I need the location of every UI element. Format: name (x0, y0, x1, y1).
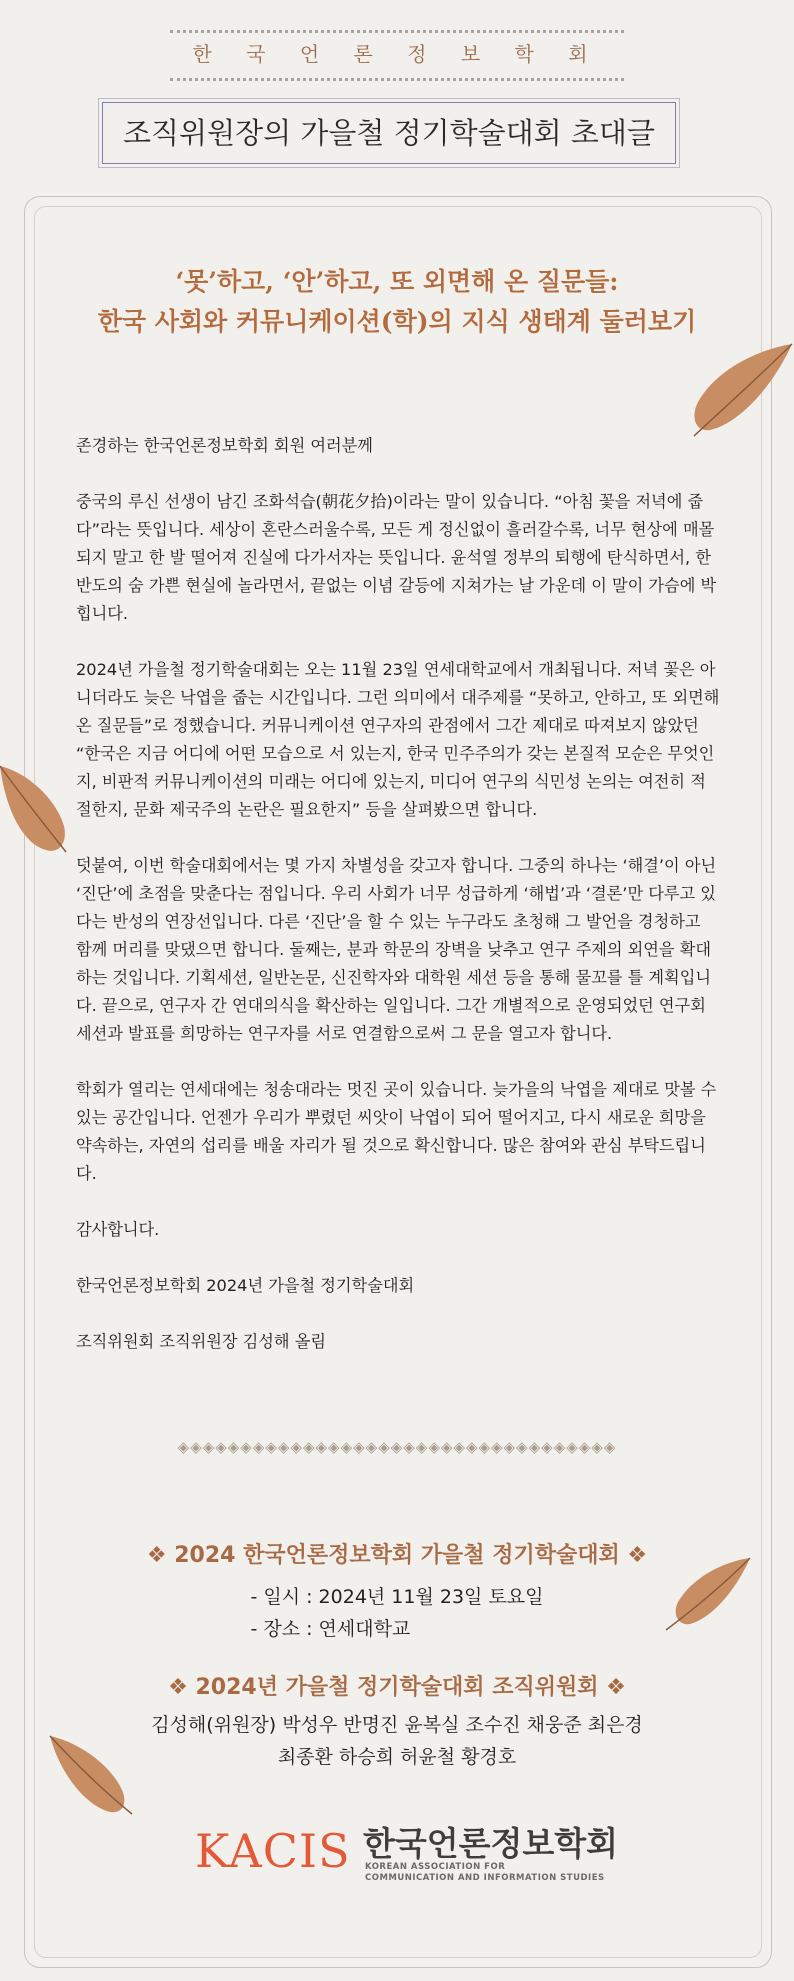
letter-paragraph-1: 중국의 루신 선생이 남긴 조화석습(朝花夕拾)이라는 말이 있습니다. “아침 꽃을 저녁에 줍다”라는 뜻입니다. 세상이 혼란스러울수록, 모든 게 정신없이 흘러갈수록, 너무 현상에 매몰되지 말고 한 발 떨어져 진실에 다가서자는 뜻입니다. 윤석열 정부의 퇴행에 탄식하면서, 한반도의 숨 가쁜 현실에 놀라면서, 끝없는 이념 갈등에 지쳐가는 날 가운데 이 말이 가슴에 박힙니다. (76, 492, 717, 623)
theme-line-2: 한국 사회와 커뮤니케이션(학)의 지식 생태계 둘러보기 (97, 307, 697, 336)
logo-korean-text: 한국언론정보학회 (363, 1824, 619, 1863)
event-date: - 일시 : 2024년 11월 23일 토요일 (250, 1586, 544, 1608)
society-logo (195, 1818, 619, 1888)
top-dotted-divider-lower (170, 78, 624, 81)
invitation-title: 조직위원장의 가을철 정기학술대회 초대글 (123, 116, 655, 150)
leaf-decoration-icon (48, 1734, 134, 1816)
logo-latin-text: KACIS (195, 1824, 351, 1878)
leaf-decoration-icon (662, 1556, 752, 1632)
theme-line-1: ‘못’하고, ‘안’하고, 또 외면해 온 질문들: (175, 267, 619, 296)
letter-greeting: 존경하는 한국언론정보학회 회원 여러분께 (76, 436, 373, 455)
logo-english-line-1: KOREAN ASSOCIATION FOR (365, 1862, 506, 1872)
society-name-header: 한 국 언 론 정 보 학 회 (192, 42, 602, 66)
invitation-title-box (102, 102, 676, 164)
committee-title: ❖ 2024년 가을철 정기학술대회 조직위원회 ❖ (168, 1675, 626, 1700)
logo-english-text (365, 1862, 605, 1884)
top-dotted-divider (170, 30, 624, 33)
event-venue: - 장소 : 연세대학교 (250, 1618, 411, 1640)
signature-person: 조직위원회 조직위원장 김성해 올림 (76, 1332, 326, 1351)
letter-paragraph-2: 2024년 가을철 정기학술대회는 오는 11월 23일 연세대학교에서 개최됩니다. 저녁 꽃은 아니더라도 늦은 낙엽을 줍는 시간입니다. 그런 의미에서 대주제를 “못하고, 안하고, 또 외면해 온 질문들”로 정했습니다. 커뮤니케이션 연구자의 관점에서 그간 제대로 따져보지 않았던 “한국은 지금 어디에 어떤 모습으로 서 있는지, 한국 민주주의가 갖는 본질적 모순은 무엇인지, 비판적 커뮤니케이션의 미래는 어디에 있는지, 미디어 연구의 식민성 논의는 여전히 적절한지, 문화 제국주의 논란은 필요한지” 등을 살펴봤으면 합니다. (76, 660, 720, 819)
leaf-decoration-icon (676, 340, 794, 440)
signature-organization: 한국언론정보학회 2024년 가을철 정기학술대회 (76, 1276, 415, 1295)
diamond-divider: ◈◈◈◈◈◈◈◈◈◈◈◈◈◈◈◈◈◈◈◈◈◈◈◈◈◈◈◈◈◈◈◈◈◈◈ (177, 1438, 617, 1456)
conference-theme (0, 262, 794, 342)
logo-english-line-2: COMMUNICATION AND INFORMATION STUDIES (365, 1873, 605, 1883)
letter-body (76, 432, 720, 1384)
committee-members-line-2: 최종환 하승희 허윤철 황경호 (277, 1746, 517, 1768)
event-title: ❖ 2024 한국언론정보학회 가을철 정기학술대회 ❖ (146, 1543, 648, 1568)
leaf-decoration-icon (0, 760, 70, 856)
letter-paragraph-4: 학회가 열리는 연세대에는 청송대라는 멋진 곳이 있습니다. 늦가을의 낙엽을 제대로 맛볼 수 있는 공간입니다. 언젠가 우리가 뿌렸던 씨앗이 낙엽이 되어 떨어지고, 다시 새로운 희망을 약속하는, 자연의 섭리를 배울 자리가 될 것으로 확신합니다. 많은 참여와 관심 부탁드립니다. (76, 1080, 717, 1183)
letter-paragraph-3: 덧붙여, 이번 학술대회에서는 몇 가지 차별성을 갖고자 합니다. 그중의 하나는 ‘해결’이 아닌 ‘진단’에 초점을 맞춘다는 점입니다. 우리 사회가 너무 성급하게 ‘해법’과 ‘결론’만 다루고 있다는 반성의 연장선입니다. 다른 ‘진단’을 할 수 있는 누구라도 초청해 그 발언을 경청하고 함께 머리를 맞댔으면 합니다. 둘째는, 분과 학문의 장벽을 낮추고 연구 주제의 외연을 확대하는 것입니다. 기획세션, 일반논문, 신진학자와 대학원 세션 등을 통해 물꼬를 틀 계획입니다. 끝으로, 연구자 간 연대의식을 확산하는 일입니다. 그간 개별적으로 운영되었던 연구회 세션과 발표를 희망하는 연구자를 서로 연결함으로써 그 문을 열고자 합니다. (76, 856, 717, 1043)
event-details (250, 1581, 543, 1645)
letter-closing: 감사합니다. (76, 1220, 160, 1239)
committee-members-line-1: 김성해(위원장) 박성우 반명진 윤복실 조수진 채웅준 최은경 (151, 1714, 643, 1736)
